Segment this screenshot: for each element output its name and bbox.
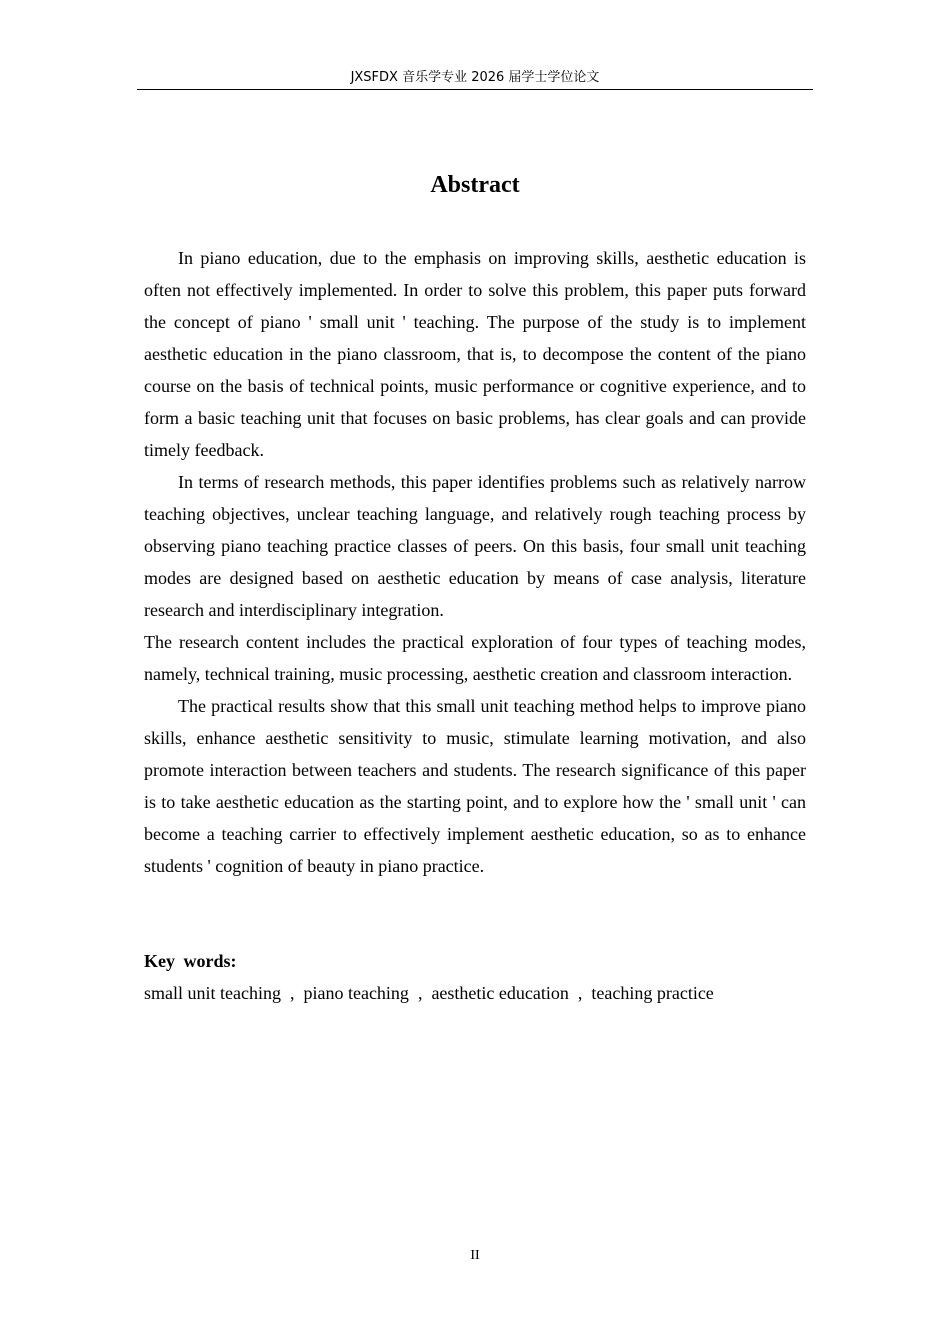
keyword-item: small unit teaching — [144, 983, 281, 1003]
abstract-paragraph-1: In piano education, due to the emphasis on improving skills, aesthetic education is often not effectively implemented. In order to solve this problem, this paper puts forward the concept of piano ' small unit ' teaching. The purpose of the study is to implement aesthetic education in the piano classroom, that is, to decompose the content of the piano course on the basis of technical points, music performance or cognitive experience, and to form a basic teaching unit that focuses on basic problems, has clear goals and can provide timely feedback. — [144, 248, 806, 460]
keyword-item: teaching practice — [591, 983, 714, 1003]
abstract-paragraph-2: In terms of research methods, this paper identifies problems such as relatively narrow teaching objectives, unclear teaching language, and relatively rough teaching process by observing piano teaching practice classes of peers. On this basis, four small unit teaching modes are designed based on aesthetic education by means of case analysis, literature research and interdisciplinary integration. — [144, 472, 806, 620]
header-text: JXSFDX 音乐学专业 2026 届学士学位论文 — [350, 70, 600, 85]
keyword-separator: , — [577, 983, 583, 1003]
keywords-section — [144, 945, 806, 1009]
page-number: II — [470, 1248, 480, 1263]
abstract-body — [144, 242, 806, 882]
abstract-paragraph-3: The research content includes the practical exploration of four types of teaching modes, namely, technical training, music processing, aesthetic creation and classroom interaction. — [144, 632, 806, 684]
keyword-separator: , — [417, 983, 423, 1003]
keyword-separator: , — [289, 983, 295, 1003]
keywords-label: Key words: — [144, 951, 237, 971]
page-header — [137, 68, 813, 90]
keywords-list — [144, 977, 806, 1009]
abstract-paragraph-4: The practical results show that this small unit teaching method helps to improve piano skills, enhance aesthetic sensitivity to music, stimulate learning motivation, and also promote interaction between teachers and students. The research significance of this paper is to take aesthetic education as the starting point, and to explore how the ' small unit ' can become a teaching carrier to effectively implement aesthetic education, so as to enhance students ' cognition of beauty in piano practice. — [144, 696, 806, 876]
abstract-title: Abstract — [430, 172, 520, 198]
keyword-item: aesthetic education — [431, 983, 569, 1003]
keyword-item: piano teaching — [303, 983, 409, 1003]
